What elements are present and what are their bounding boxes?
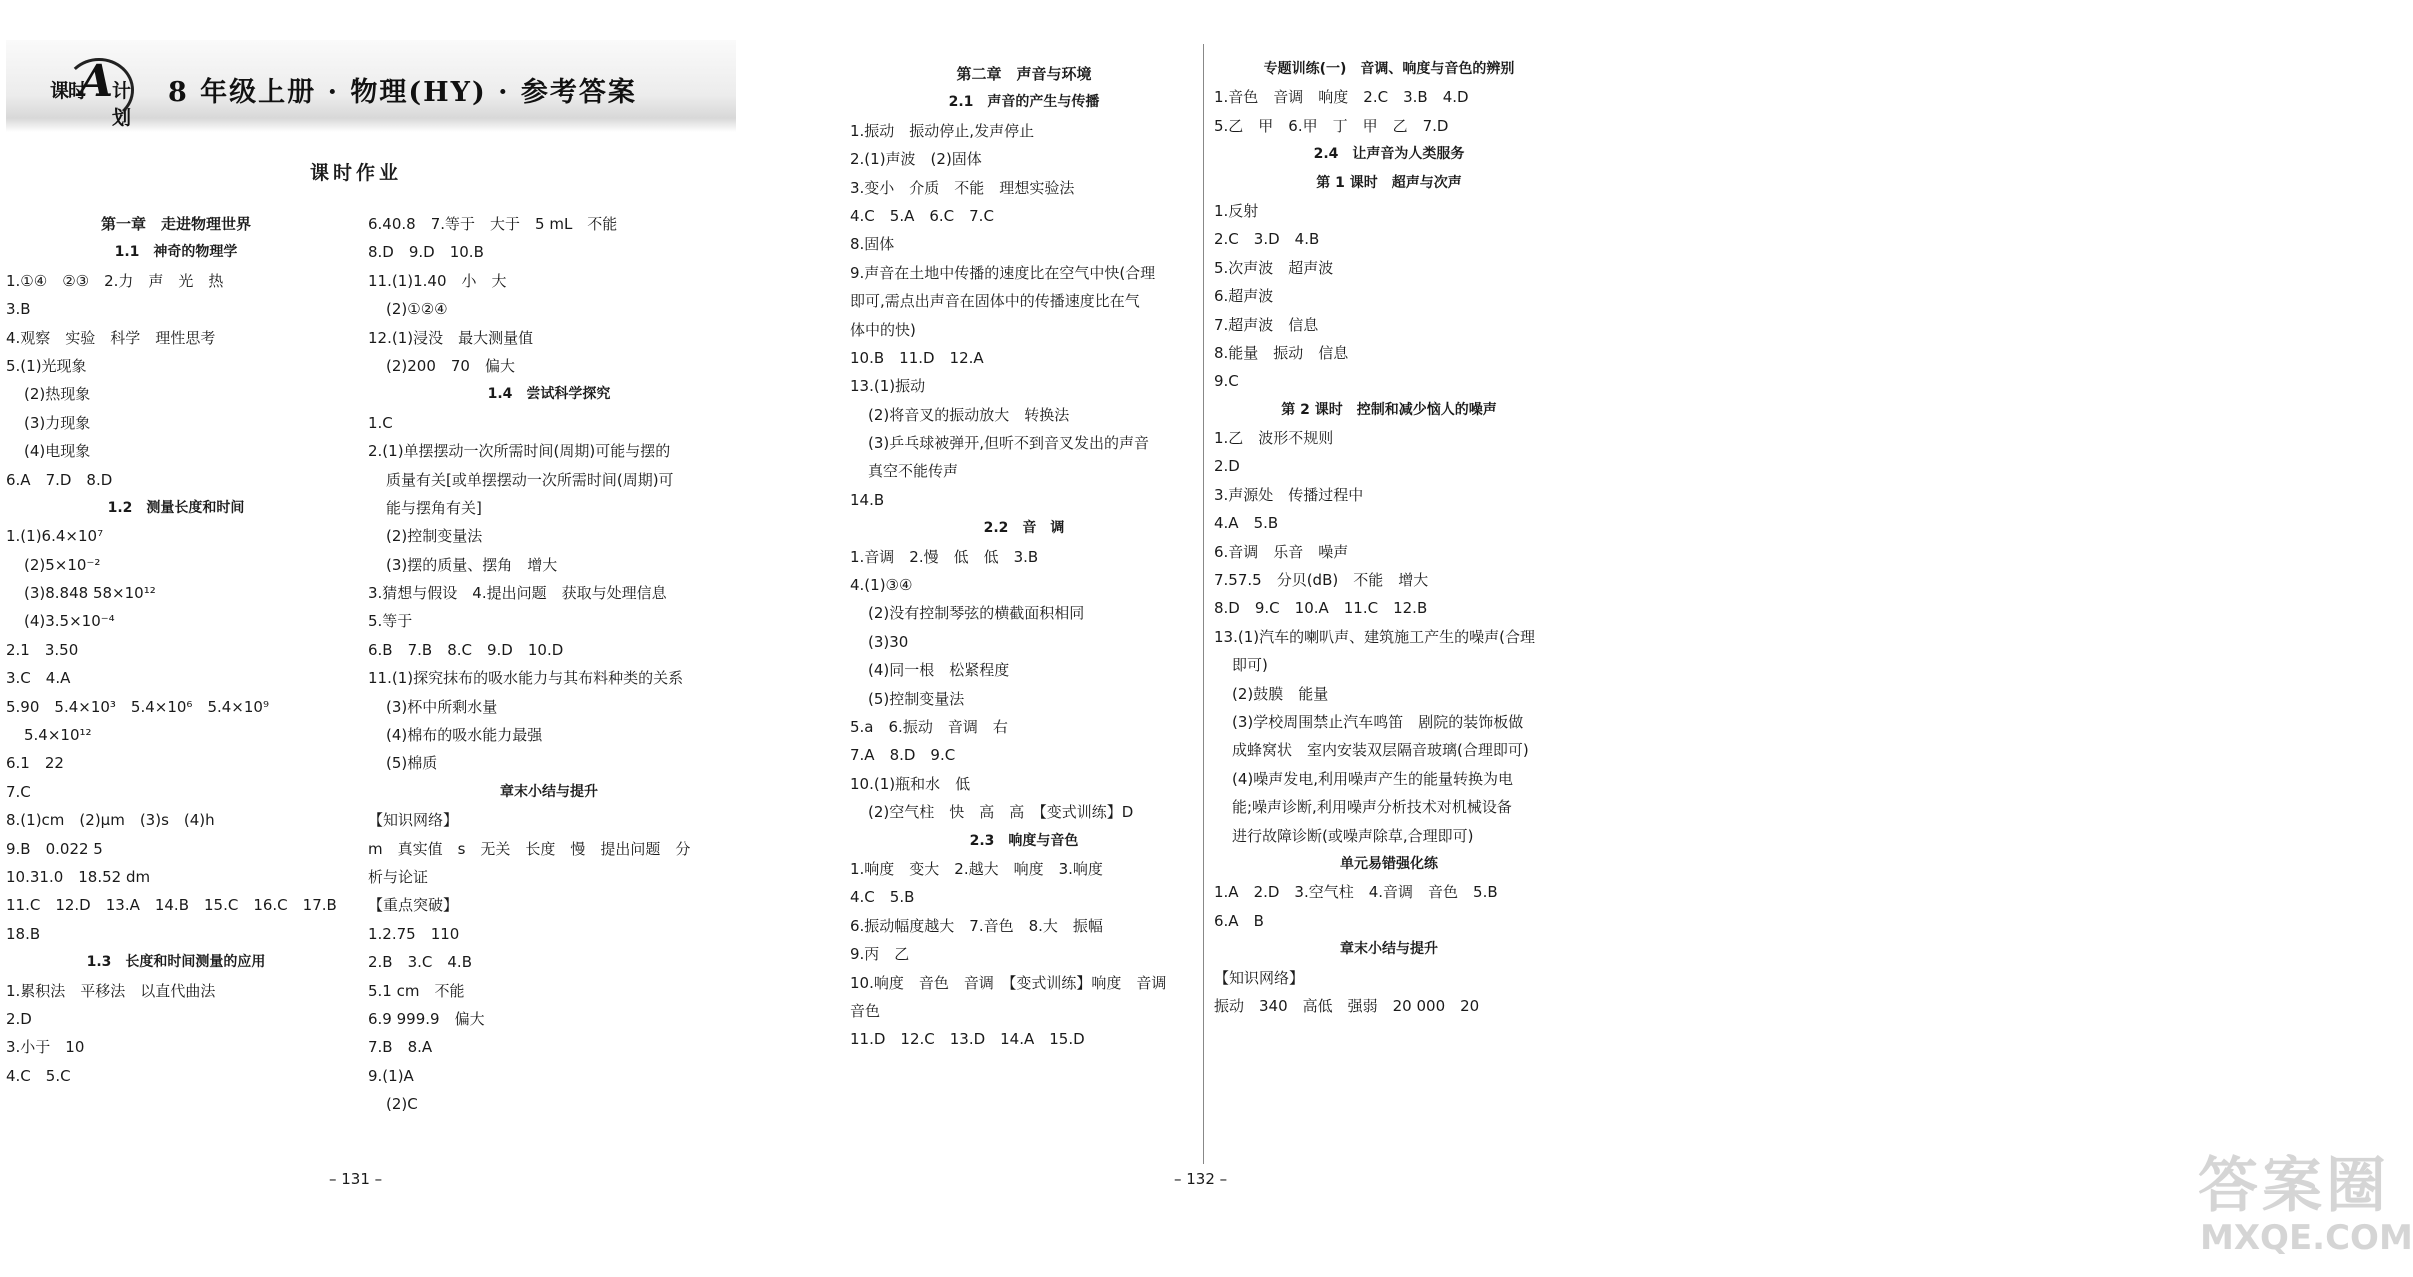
section-heading: 第二章 声音与环境 bbox=[956, 65, 1092, 83]
logo-text: 课时 bbox=[50, 80, 87, 102]
answer-line: 5.(1)光现象 bbox=[6, 356, 87, 375]
answer-line: 3.小于 10 bbox=[6, 1038, 85, 1057]
answer-line: 1.累积法 平移法 以直代曲法 bbox=[6, 981, 216, 1000]
answer-line: 9.丙 乙 bbox=[850, 945, 910, 964]
answer-line: 7.A 8.D 9.C bbox=[850, 746, 956, 765]
answer-line: (3)8.848 58×10¹² bbox=[24, 584, 156, 603]
answer-line: 2.D bbox=[6, 1009, 32, 1028]
answer-line: 2.(1)声波 (2)固体 bbox=[850, 150, 982, 169]
answer-line: 9.B 0.022 5 bbox=[6, 839, 103, 858]
section-heading: 章末小结与提升 bbox=[500, 783, 598, 800]
page-number: – 132 – bbox=[1174, 1170, 1228, 1188]
answer-line: 5.等于 bbox=[368, 612, 413, 631]
answer-line: 10.B 11.D 12.A bbox=[850, 348, 984, 367]
section-heading: 1.2 测量长度和时间 bbox=[107, 499, 245, 516]
answer-line: 8.(1)cm (2)μm (3)s (4)h bbox=[6, 811, 215, 830]
answer-line: (3)杯中所剩水量 bbox=[386, 697, 498, 716]
answer-line: 振动 340 高低 强弱 20 000 20 bbox=[1214, 996, 1480, 1015]
answer-column-2 bbox=[368, 210, 730, 1119]
answer-line: (4)同一根 松紧程度 bbox=[868, 661, 1010, 680]
answer-line: m 真实值 s 无关 长度 慢 提出问题 分 bbox=[368, 839, 691, 858]
page-131 bbox=[0, 0, 800, 1277]
answer-line: 9.(1)A bbox=[368, 1066, 414, 1085]
answer-line: (2)控制变量法 bbox=[386, 527, 483, 546]
answer-line: 5.a 6.振动 音调 右 bbox=[850, 717, 1008, 736]
answer-line: 7.超声波 信息 bbox=[1214, 315, 1319, 334]
answer-line: 【知识网络】 bbox=[1214, 968, 1305, 987]
section-heading: 2.2 音 调 bbox=[983, 520, 1065, 537]
answer-line: 6.40.8 7.等于 大于 5 mL 不能 bbox=[368, 215, 618, 233]
answer-line: 11.C 12.D 13.A 14.B 15.C 16.C 17.B bbox=[6, 896, 337, 915]
answer-line: (2)将音叉的振动放大 转换法 bbox=[868, 405, 1070, 424]
answer-line: 8.D 9.C 10.A 11.C 12.B bbox=[1214, 599, 1428, 618]
answer-line: 10.响度 音色 音调 【变式训练】响度 音调 bbox=[850, 973, 1167, 992]
page-number: – 131 – bbox=[329, 1170, 383, 1188]
answer-line: 成蜂窝状 室内安装双层隔音玻璃(合理即可) bbox=[1232, 741, 1529, 760]
answer-line: 3.声源处 传播过程中 bbox=[1214, 485, 1364, 504]
answer-line: 即可) bbox=[1232, 656, 1268, 675]
answer-line: 8.固体 bbox=[850, 235, 895, 254]
answer-line: 5.次声波 超声波 bbox=[1214, 258, 1334, 277]
answer-line: 8.能量 振动 信息 bbox=[1214, 343, 1349, 362]
watermark-url: MXQE.COM bbox=[2200, 1218, 2413, 1258]
answer-line: 2.B 3.C 4.B bbox=[368, 953, 472, 972]
answer-line: 1.振动 振动停止,发声停止 bbox=[850, 121, 1035, 140]
answer-line: 真空不能传声 bbox=[868, 462, 959, 481]
answer-line: 进行故障诊断(或噪声除草,合理即可) bbox=[1232, 826, 1474, 845]
answer-line: 6.振动幅度越大 7.音色 8.大 振幅 bbox=[850, 916, 1103, 935]
answer-line: 10.31.0 18.52 dm bbox=[6, 867, 151, 886]
column-divider bbox=[1203, 44, 1204, 1164]
answer-line: 6.A 7.D 8.D bbox=[6, 470, 113, 489]
answer-line: 6.A B bbox=[1214, 911, 1264, 930]
answer-line: 6.超声波 bbox=[1214, 287, 1274, 306]
answer-column-3 bbox=[850, 60, 1198, 1054]
answer-line: 6.9 999.9 偏大 bbox=[368, 1009, 485, 1028]
answer-line: 4.C 5.B bbox=[850, 888, 915, 907]
section-heading: 2.4 让声音为人类服务 bbox=[1313, 146, 1465, 163]
answer-line: 能;噪声诊断,利用噪声分析技术对机械设备 bbox=[1232, 798, 1512, 817]
section-heading: 1.1 神奇的物理学 bbox=[114, 244, 238, 261]
answer-column-4 bbox=[1214, 55, 1564, 1020]
header-banner bbox=[6, 40, 736, 132]
answer-line: 能与摆角有关] bbox=[386, 498, 482, 517]
section-heading: 1.4 尝试科学探究 bbox=[487, 386, 611, 403]
answer-line: 1.乙 波形不规则 bbox=[1214, 429, 1334, 448]
answer-line: (3)力现象 bbox=[24, 413, 91, 432]
answer-line: 析与论证 bbox=[368, 867, 429, 886]
section-heading: 2.3 响度与音色 bbox=[969, 832, 1079, 849]
answer-line: (2)没有控制琴弦的横截面积相同 bbox=[868, 604, 1085, 623]
logo bbox=[46, 50, 146, 129]
answer-line: 3.C 4.A bbox=[6, 669, 71, 688]
answer-line: (4)电现象 bbox=[24, 442, 91, 461]
answer-line: 14.B bbox=[850, 490, 885, 509]
answer-line: 1.(1)6.4×10⁷ bbox=[6, 527, 104, 546]
answer-line: 【重点突破】 bbox=[368, 896, 459, 915]
answer-line: 3.猜想与假设 4.提出问题 获取与处理信息 bbox=[368, 584, 667, 603]
answer-line: 体中的快) bbox=[850, 320, 916, 339]
answer-line: 1.2.75 110 bbox=[368, 924, 460, 943]
answer-line: 13.(1)振动 bbox=[850, 377, 926, 396]
answer-line: 11.(1)探究抹布的吸水能力与其布料种类的关系 bbox=[368, 669, 684, 688]
answer-line: 5.乙 甲 6.甲 丁 甲 乙 7.D bbox=[1214, 116, 1449, 135]
answer-line: 9.C bbox=[1214, 372, 1239, 391]
answer-line: 6.1 22 bbox=[6, 754, 64, 773]
answer-line: 8.D 9.D 10.B bbox=[368, 243, 484, 262]
answer-line: 7.B 8.A bbox=[368, 1038, 433, 1057]
answer-line: 12.(1)浸没 最大测量值 bbox=[368, 328, 534, 347]
answer-line: 9.声音在土地中传播的速度比在空气中快(合理 bbox=[850, 263, 1156, 282]
section-heading: 2.1 声音的产生与传播 bbox=[948, 94, 1100, 111]
answer-line: 1.响度 变大 2.越大 响度 3.响度 bbox=[850, 859, 1103, 878]
watermark-logo bbox=[2198, 1138, 2413, 1258]
answer-line: (4)棉布的吸水能力最强 bbox=[386, 726, 543, 745]
answer-line: (2)①②④ bbox=[386, 300, 448, 319]
answer-line: (4)噪声发电,利用噪声产生的能量转换为电 bbox=[1232, 769, 1514, 788]
watermark-glyphs: 答案圈 bbox=[2198, 1151, 2390, 1221]
answer-line: (4)3.5×10⁻⁴ bbox=[24, 612, 115, 631]
page-132 bbox=[800, 0, 2413, 1277]
answer-line: 4.A 5.B bbox=[1214, 514, 1279, 533]
answer-line: 13.(1)汽车的喇叭声、建筑施工产生的噪声(合理 bbox=[1214, 627, 1535, 646]
answer-column-1 bbox=[6, 210, 346, 1090]
answer-line: 5.90 5.4×10³ 5.4×10⁶ 5.4×10⁹ bbox=[6, 697, 269, 716]
answer-line: (2)空气柱 快 高 高 【变式训练】D bbox=[868, 803, 1134, 822]
answer-line: (2)热现象 bbox=[24, 385, 91, 404]
answer-line: 1.音调 2.慢 低 低 3.B bbox=[850, 547, 1039, 566]
answer-line: 4.C 5.A 6.C 7.C bbox=[850, 206, 994, 225]
answer-line: (2)鼓膜 能量 bbox=[1232, 684, 1329, 703]
answer-line: 1.音色 音调 响度 2.C 3.B 4.D bbox=[1214, 88, 1469, 107]
answer-line: 2.C 3.D 4.B bbox=[1214, 230, 1320, 249]
answer-line: (5)控制变量法 bbox=[868, 689, 965, 708]
answer-line: (3)摆的质量、摆角 增大 bbox=[386, 555, 558, 574]
answer-line: 4.观察 实验 科学 理性思考 bbox=[6, 328, 216, 347]
section-heading: 1.3 长度和时间测量的应用 bbox=[86, 954, 266, 971]
answer-line: 7.C bbox=[6, 782, 31, 801]
section-heading: 章末小结与提升 bbox=[1340, 941, 1438, 958]
answer-line: 5.1 cm 不能 bbox=[368, 981, 465, 1000]
answer-line: 2.D bbox=[1214, 457, 1240, 476]
answer-line: (2)200 70 偏大 bbox=[386, 356, 515, 375]
answer-line: 1.反射 bbox=[1214, 201, 1259, 220]
answer-line: 7.57.5 分贝(dB) 不能 增大 bbox=[1214, 571, 1429, 590]
answer-line: 4.(1)③④ bbox=[850, 576, 913, 595]
section-heading: 第 2 课时 控制和减少恼人的噪声 bbox=[1281, 401, 1497, 418]
answer-line: (2)5×10⁻² bbox=[24, 555, 101, 574]
section-heading: 专题训练(一) 音调、响度与音色的辨别 bbox=[1263, 61, 1515, 77]
answer-line: 【知识网络】 bbox=[368, 811, 459, 830]
answer-line: 1.①④ ②③ 2.力 声 光 热 bbox=[6, 271, 224, 290]
page-title: 8 年级上册 · 物理(HY) · 参考答案 bbox=[168, 77, 637, 108]
answer-line: 11.(1)1.40 小 大 bbox=[368, 271, 507, 290]
answer-line: 2.(1)单摆摆动一次所需时间(周期)可能与摆的 bbox=[368, 442, 671, 461]
answer-line: 6.音调 乐音 噪声 bbox=[1214, 542, 1349, 561]
answer-line: 质量有关[或单摆摆动一次所需时间(周期)可 bbox=[386, 470, 674, 489]
answer-line: (3)学校周围禁止汽车鸣笛 剧院的装饰板做 bbox=[1232, 712, 1524, 731]
answer-line: 3.B bbox=[6, 300, 31, 319]
section-heading: 单元易错强化练 bbox=[1340, 855, 1438, 872]
answer-line: 6.B 7.B 8.C 9.D 10.D bbox=[368, 640, 564, 659]
answer-line: 11.D 12.C 13.D 14.A 15.D bbox=[850, 1030, 1085, 1049]
answer-line: 即可,需点出声音在固体中的传播速度比在气 bbox=[850, 292, 1140, 311]
answer-line: 18.B bbox=[6, 924, 41, 943]
answer-line: 2.1 3.50 bbox=[6, 640, 79, 659]
answer-line: 1.A 2.D 3.空气柱 4.音调 音色 5.B bbox=[1214, 883, 1498, 902]
answer-line: (5)棉质 bbox=[386, 754, 438, 773]
logo-letter: A bbox=[79, 56, 114, 107]
answer-line: 1.C bbox=[368, 413, 393, 432]
answer-line: (2)C bbox=[386, 1095, 418, 1114]
answer-line: (3)乒乓球被弹开,但听不到音叉发出的声音 bbox=[868, 434, 1150, 453]
section-title: 课时作业 bbox=[310, 162, 403, 184]
answer-line: 3.变小 介质 不能 理想实验法 bbox=[850, 178, 1075, 197]
answer-line: 音色 bbox=[850, 1001, 881, 1020]
logo-suffix: 计划 bbox=[112, 80, 131, 129]
section-heading: 第一章 走进物理世界 bbox=[100, 215, 251, 233]
answer-line: 10.(1)瓶和水 低 bbox=[850, 774, 971, 793]
answer-line: 4.C 5.C bbox=[6, 1066, 71, 1085]
answer-line: (3)30 bbox=[868, 632, 909, 651]
answer-line: 5.4×10¹² bbox=[24, 726, 92, 745]
section-heading: 第 1 课时 超声与次声 bbox=[1316, 174, 1462, 191]
